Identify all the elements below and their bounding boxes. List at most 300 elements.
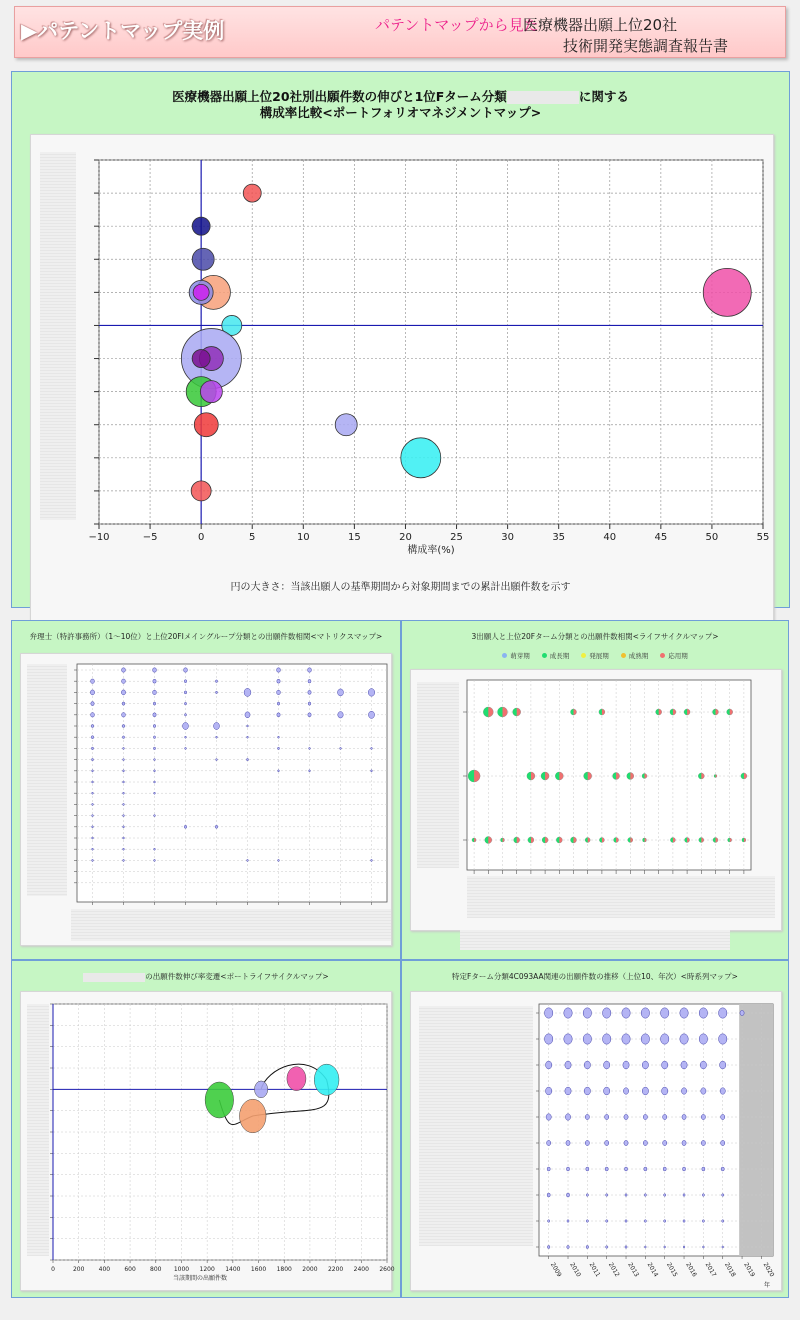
timeseries-bubble xyxy=(564,1034,572,1044)
matrix-bubble xyxy=(154,770,156,772)
matrix-bubble xyxy=(183,723,189,730)
timeseries-bubble xyxy=(547,1193,550,1197)
matrix-bubble xyxy=(91,736,94,739)
timeseries-bubble xyxy=(622,1008,630,1018)
matrix-bubble xyxy=(277,713,280,717)
matrix-bubble xyxy=(244,688,251,696)
matrix-bubble xyxy=(277,679,280,683)
timeseries-panel xyxy=(401,960,789,1298)
matrix-bubble xyxy=(92,792,94,794)
x-tick-label: 2017 xyxy=(703,1261,718,1279)
timeseries-bubble xyxy=(605,1167,608,1171)
timeseries-bubble xyxy=(644,1220,646,1223)
matrix-bubble xyxy=(184,825,187,828)
matrix-bubble xyxy=(123,826,125,828)
timeseries-bubble xyxy=(701,1088,706,1095)
plot-area xyxy=(53,1004,387,1260)
timeseries-bubble xyxy=(585,1140,589,1145)
lifecycle-map-title: 3出願人と上位20Fターム分類との出願件数相関<ライフサイクルマップ> xyxy=(471,632,719,641)
plot-area xyxy=(539,1004,773,1256)
matrix-bubble xyxy=(92,781,94,783)
timeseries-bubble xyxy=(680,1008,688,1018)
matrix-bubble xyxy=(92,859,94,861)
matrix-bubble xyxy=(122,679,126,683)
timeseries-bubble xyxy=(702,1194,704,1197)
matrix-bubble xyxy=(154,792,156,794)
matrix-bubble xyxy=(371,770,373,772)
timeseries-bubble xyxy=(586,1167,589,1171)
matrix-bubble xyxy=(185,736,187,738)
matrix-bubble xyxy=(184,691,187,694)
legend-swatch xyxy=(502,653,507,658)
timeseries-bubble xyxy=(721,1140,725,1145)
matrix-bubble xyxy=(308,702,311,705)
matrix-bubble xyxy=(153,702,156,705)
legend-swatch xyxy=(581,653,586,658)
matrix-bubble xyxy=(215,680,217,683)
timeseries-bubble xyxy=(645,1246,647,1248)
lifecycle-map-frame xyxy=(410,669,782,931)
x-tick-label: 2015 xyxy=(664,1261,679,1279)
port-lifecycle-svg xyxy=(21,992,393,1292)
timeseries-bubble xyxy=(699,1034,707,1044)
timeseries-bubble xyxy=(644,1194,646,1197)
timeseries-bubble xyxy=(585,1114,589,1119)
bubble xyxy=(193,284,209,300)
timeseries-bubble xyxy=(663,1114,667,1119)
timeseries-bubble xyxy=(740,1010,744,1015)
timeseries-bubble xyxy=(719,1034,727,1044)
matrix-bubble xyxy=(371,747,373,749)
timeseries-bubble xyxy=(567,1220,569,1223)
main-chart-svg xyxy=(31,135,771,575)
legend-swatch xyxy=(542,653,547,658)
timeseries-bubble xyxy=(566,1140,570,1145)
x-tick-label: 2600 xyxy=(379,1266,395,1273)
timeseries-bubble xyxy=(602,1034,610,1044)
port-bubble xyxy=(314,1064,339,1095)
bubble xyxy=(401,438,441,478)
x-tick-label: 1400 xyxy=(225,1266,241,1273)
matrix-bubble xyxy=(215,825,218,828)
matrix-bubble xyxy=(123,781,125,783)
matrix-bubble xyxy=(184,680,187,683)
matrix-bubble xyxy=(92,837,94,839)
x-tick-label: −5 xyxy=(142,532,158,543)
matrix-bubble xyxy=(215,691,217,693)
matrix-bubble xyxy=(308,713,311,717)
x-tick-label: −10 xyxy=(88,532,110,543)
timeseries-bubble xyxy=(644,1167,647,1171)
timeseries-bubble xyxy=(547,1167,550,1171)
matrix-bubble xyxy=(338,712,343,718)
timeseries-bubble xyxy=(702,1220,704,1223)
timeseries-bubble xyxy=(682,1114,686,1119)
x-tick-label: 5 xyxy=(249,532,256,543)
x-tick-label: 50 xyxy=(705,532,719,543)
matrix-bubble xyxy=(153,679,156,683)
bubble xyxy=(243,184,261,202)
bubble xyxy=(194,413,218,437)
matrix-bubble xyxy=(340,747,342,749)
lifecycle-map-svg xyxy=(411,670,783,932)
matrix-bubble xyxy=(123,848,125,850)
x-tick-label: 0 xyxy=(197,532,205,543)
x-tick-label: 2013 xyxy=(626,1261,640,1279)
port-bubble xyxy=(287,1067,306,1091)
timeseries-bubble xyxy=(643,1114,647,1119)
timeseries-bubble xyxy=(623,1061,629,1069)
legend-label: 発展期 xyxy=(589,652,609,660)
matrix-bubble xyxy=(91,679,95,683)
header-subtitle-pink: パテントマップから見た xyxy=(375,16,539,34)
matrix-bubble xyxy=(214,723,220,730)
matrix-bubble xyxy=(154,781,156,783)
bubble xyxy=(200,381,222,403)
x-tick-label: 0 xyxy=(51,1266,55,1273)
x-tick-label: 1200 xyxy=(199,1266,215,1273)
redacted-caption xyxy=(460,930,730,950)
timeseries-bubble xyxy=(586,1194,588,1197)
matrix-bubble xyxy=(245,712,250,718)
matrix-bubble xyxy=(278,770,280,772)
lifecycle-legend xyxy=(402,651,788,660)
timeseries-bubble xyxy=(722,1246,724,1248)
matrix-bubble xyxy=(123,859,125,861)
timeseries-bubble xyxy=(606,1220,608,1223)
x-axis-label: 年 xyxy=(764,1282,771,1289)
matrix-bubble xyxy=(278,859,280,861)
timeseries-bubble xyxy=(722,1220,724,1223)
matrix-bubble xyxy=(122,725,125,728)
timeseries-bubble xyxy=(681,1088,686,1095)
matrix-bubble xyxy=(368,689,374,697)
matrix-bubble xyxy=(154,859,156,861)
timeseries-bubble xyxy=(546,1087,552,1095)
x-tick-label: 15 xyxy=(348,532,361,543)
matrix-bubble xyxy=(278,736,280,738)
timeseries-bubble xyxy=(606,1194,608,1197)
timeseries-bubble xyxy=(721,1167,724,1171)
legend-item xyxy=(542,652,570,660)
matrix-bubble xyxy=(247,725,249,727)
main-chart-frame xyxy=(30,134,774,628)
matrix-bubble xyxy=(216,759,218,761)
matrix-bubble xyxy=(153,747,155,750)
matrix-bubble xyxy=(154,759,156,761)
matrix-bubble xyxy=(338,689,344,696)
matrix-bubble xyxy=(247,859,249,861)
matrix-bubble xyxy=(154,815,156,817)
port-lifecycle-panel xyxy=(11,960,401,1298)
matrix-bubble xyxy=(92,826,94,828)
matrix-bubble xyxy=(123,792,125,794)
x-tick-label: 2016 xyxy=(684,1261,699,1279)
timeseries-bubble xyxy=(586,1220,588,1223)
main-chart-title-line2: 構成率比較<ポートフォリオマネジメントマップ> xyxy=(259,105,542,120)
x-tick-label: 2009 xyxy=(548,1261,563,1279)
timeseries-bubble xyxy=(604,1061,610,1069)
x-tick-label: 45 xyxy=(654,532,668,543)
port-lifecycle-title: の出願件数伸び率変遷<ポートライフサイクルマップ> xyxy=(145,972,329,981)
matrix-bubble xyxy=(371,859,373,861)
matrix-bubble xyxy=(153,713,156,717)
matrix-bubble xyxy=(277,747,279,749)
timeseries-bubble xyxy=(565,1114,570,1121)
timeseries-bubble xyxy=(624,1140,628,1145)
timeseries-bubble xyxy=(719,1008,727,1018)
header-subtitle-line2: 技術開発実態調査報告書 xyxy=(563,37,729,55)
matrix-bubble xyxy=(92,803,94,805)
timeseries-bubble xyxy=(664,1220,666,1223)
port-lifecycle-frame xyxy=(20,991,395,1291)
matrix-bubble xyxy=(247,736,249,738)
port-bubble xyxy=(254,1081,267,1098)
matrix-bubble xyxy=(122,736,124,739)
timeseries-bubble xyxy=(548,1220,550,1223)
timeseries-bubble xyxy=(720,1061,726,1069)
timeseries-bubble xyxy=(565,1061,571,1069)
bubble xyxy=(191,481,211,501)
x-tick-label: 40 xyxy=(603,532,617,543)
matrix-bubble xyxy=(308,690,311,694)
x-tick-label: 55 xyxy=(756,532,770,543)
x-tick-label: 1600 xyxy=(250,1266,267,1273)
port-bubble xyxy=(239,1099,266,1133)
x-tick-label: 2014 xyxy=(645,1261,660,1279)
timeseries-bubble xyxy=(544,1034,552,1044)
matrix-bubble xyxy=(309,747,311,749)
timeseries-bubble xyxy=(641,1008,649,1018)
timeseries-frame xyxy=(410,991,782,1291)
timeseries-bubble xyxy=(701,1114,705,1119)
matrix-bubble xyxy=(184,702,186,705)
matrix-bubble xyxy=(123,837,125,839)
x-tick-label: 2020 xyxy=(761,1261,776,1279)
legend-label: 成長期 xyxy=(549,652,570,660)
matrix-bubble xyxy=(92,848,94,850)
x-tick-label: 200 xyxy=(72,1266,85,1273)
x-tick-label: 800 xyxy=(150,1266,162,1273)
matrix-bubble xyxy=(123,770,125,772)
timeseries-bubble xyxy=(546,1114,551,1121)
matrix-bubble xyxy=(91,747,93,750)
port-lifecycle-title-row xyxy=(12,971,400,982)
matrix-bubble xyxy=(92,770,94,772)
future-period-shade xyxy=(739,1004,773,1256)
timeseries-svg xyxy=(411,992,783,1292)
matrix-bubble xyxy=(308,679,311,683)
timeseries-bubble xyxy=(661,1008,669,1018)
matrix-bubble xyxy=(91,725,94,728)
timeseries-bubble xyxy=(683,1194,685,1197)
timeseries-bubble xyxy=(566,1193,569,1197)
matrix-bubble xyxy=(185,747,187,749)
matrix-bubble xyxy=(122,668,126,672)
timeseries-bubble xyxy=(683,1220,685,1223)
legend-item xyxy=(660,652,688,660)
x-tick-label: 2000 xyxy=(302,1266,318,1273)
timeseries-bubble xyxy=(583,1008,591,1018)
timeseries-bubble xyxy=(680,1034,688,1044)
timeseries-bubble xyxy=(683,1246,685,1248)
timeseries-bubble xyxy=(625,1194,627,1197)
main-chart-title-b: に関する xyxy=(578,89,629,104)
matrix-bubble xyxy=(216,736,218,738)
timeseries-bubble xyxy=(682,1167,685,1171)
bubble xyxy=(192,248,214,270)
matrix-bubble xyxy=(121,690,125,695)
matrix-bubble xyxy=(309,770,311,772)
timeseries-bubble xyxy=(544,1008,552,1018)
x-tick-label: 2010 xyxy=(568,1261,582,1279)
matrix-bubble xyxy=(123,803,125,805)
matrix-bubble xyxy=(153,668,157,672)
timeseries-bubble xyxy=(641,1034,649,1044)
timeseries-bubble xyxy=(664,1246,666,1248)
matrix-bubble xyxy=(92,815,94,817)
timeseries-bubble xyxy=(721,1114,725,1119)
x-tick-label: 400 xyxy=(98,1266,111,1273)
matrix-bubble xyxy=(308,668,312,672)
x-tick-label: 25 xyxy=(450,532,463,543)
timeseries-bubble xyxy=(625,1246,627,1249)
matrix-bubble xyxy=(153,690,157,694)
timeseries-bubble xyxy=(565,1087,571,1095)
matrix-bubble xyxy=(153,736,155,739)
timeseries-bubble xyxy=(584,1061,590,1069)
matrix-bubble xyxy=(246,758,248,760)
matrix-bubble xyxy=(122,702,125,705)
timeseries-bubble xyxy=(722,1194,724,1197)
legend-swatch xyxy=(660,653,665,658)
matrix-bubble xyxy=(153,725,156,728)
x-tick-label: 1800 xyxy=(276,1266,292,1273)
matrix-map-panel xyxy=(11,620,401,960)
timeseries-bubble xyxy=(664,1194,666,1197)
bubble xyxy=(703,268,751,316)
timeseries-bubble xyxy=(662,1061,668,1069)
main-chart-panel xyxy=(11,71,790,608)
redacted-block xyxy=(83,973,145,982)
timeseries-bubble xyxy=(623,1088,628,1095)
timeseries-bubble xyxy=(643,1140,647,1145)
header-banner xyxy=(14,6,786,58)
legend-item xyxy=(502,652,530,660)
x-tick-label: 2012 xyxy=(606,1261,621,1279)
x-tick-label: 20 xyxy=(399,532,412,543)
timeseries-bubble xyxy=(602,1008,610,1018)
lifecycle-map-panel xyxy=(401,620,789,960)
timeseries-title: 特定Fターム分類4C093AA関連の出願件数の推移（上位10、年次）<時系列マップ> xyxy=(452,972,738,981)
x-tick-label: 2018 xyxy=(722,1261,737,1279)
legend-label: 成熟期 xyxy=(628,652,649,660)
timeseries-bubble xyxy=(682,1140,686,1145)
x-tick-label: 35 xyxy=(552,532,566,543)
timeseries-bubble xyxy=(604,1087,610,1095)
x-axis-label: 当該期間の出願件数 xyxy=(172,1275,228,1282)
timeseries-bubble xyxy=(564,1008,572,1018)
x-tick-label: 600 xyxy=(124,1266,136,1273)
timeseries-bubble xyxy=(662,1087,668,1095)
timeseries-bubble xyxy=(624,1167,627,1171)
timeseries-bubble xyxy=(681,1061,687,1069)
timeseries-bubble xyxy=(699,1008,707,1018)
timeseries-bubble xyxy=(702,1167,705,1171)
x-tick-label: 2400 xyxy=(353,1266,369,1273)
timeseries-bubble xyxy=(586,1245,589,1248)
timeseries-bubble xyxy=(661,1034,669,1044)
x-tick-label: 1000 xyxy=(173,1266,190,1273)
page-title: ▶パテントマップ実例 xyxy=(21,19,225,43)
timeseries-bubble xyxy=(622,1034,630,1044)
main-chart-note: 円の大きさ：当該出願人の基準期間から対象期間までの累計出願件数を示す xyxy=(230,582,571,593)
x-tick-label: 2200 xyxy=(327,1266,344,1273)
timeseries-bubble xyxy=(701,1140,705,1145)
matrix-bubble xyxy=(91,758,93,760)
legend-item xyxy=(581,652,609,660)
matrix-bubble xyxy=(91,702,94,706)
timeseries-bubble xyxy=(584,1087,590,1095)
matrix-bubble xyxy=(277,702,280,705)
plot-area xyxy=(467,680,751,870)
matrix-bubble xyxy=(123,815,125,817)
bubble xyxy=(192,217,210,235)
x-axis-label: 構成率(%) xyxy=(407,545,455,556)
legend-swatch xyxy=(621,653,626,658)
port-bubble xyxy=(205,1082,234,1118)
x-tick-label: 2019 xyxy=(742,1261,757,1279)
matrix-bubble xyxy=(122,713,126,717)
matrix-bubble xyxy=(123,747,125,749)
timeseries-bubble xyxy=(663,1140,667,1145)
matrix-bubble xyxy=(277,668,281,672)
x-tick-label: 2011 xyxy=(587,1261,602,1279)
x-tick-label: 30 xyxy=(501,532,514,543)
matrix-bubble xyxy=(368,711,374,718)
bubble xyxy=(192,350,210,368)
legend-label: 応用期 xyxy=(668,652,688,660)
matrix-map-title: 弁理士（特許事務所）（1～10位）と上位20FIメイングループ分類との出願件数相関<マトリクスマップ> xyxy=(29,632,383,641)
matrix-bubble xyxy=(90,690,94,695)
timeseries-bubble xyxy=(566,1167,569,1171)
timeseries-bubble xyxy=(642,1061,648,1069)
legend-label: 萌芽期 xyxy=(510,652,530,660)
matrix-map-frame xyxy=(20,653,392,946)
timeseries-bubble xyxy=(625,1220,627,1223)
timeseries-bubble xyxy=(547,1245,550,1248)
main-chart-title-a: 医療機器出願上位20社別出願件数の伸びと1位Fターム分類 xyxy=(172,89,507,104)
bubble xyxy=(335,414,357,436)
matrix-map-svg xyxy=(21,654,393,947)
matrix-bubble xyxy=(154,848,156,850)
timeseries-bubble xyxy=(700,1061,706,1069)
timeseries-bubble xyxy=(606,1246,608,1249)
timeseries-bubble xyxy=(720,1088,725,1095)
timeseries-bubble xyxy=(546,1061,552,1069)
legend-item xyxy=(621,652,649,660)
timeseries-bubble xyxy=(605,1114,609,1119)
matrix-bubble xyxy=(91,713,95,717)
timeseries-bubble xyxy=(583,1034,591,1044)
matrix-bubble xyxy=(184,714,186,716)
timeseries-bubble xyxy=(547,1140,551,1145)
timeseries-bubble xyxy=(703,1246,705,1248)
header-subtitle-line1: 医療機器出願上位20社 xyxy=(523,16,678,34)
matrix-bubble xyxy=(184,668,188,672)
timeseries-bubble xyxy=(605,1140,609,1145)
timeseries-bubble xyxy=(624,1114,628,1119)
